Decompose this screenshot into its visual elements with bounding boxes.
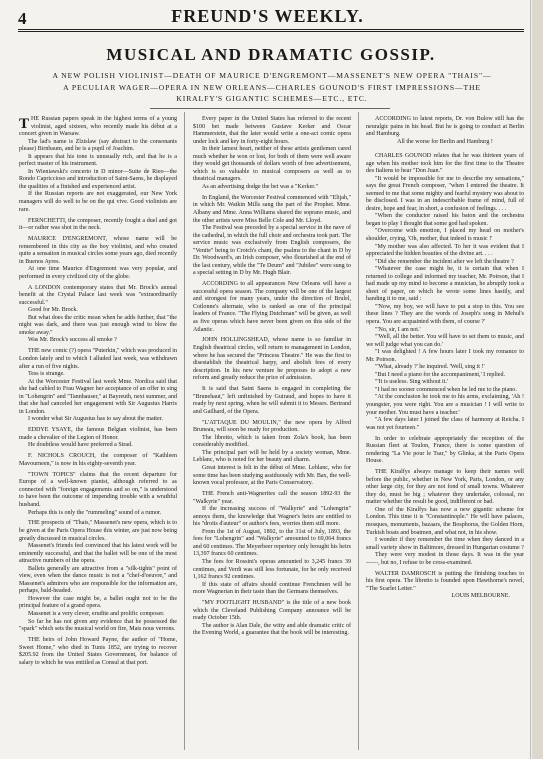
article-paragraph xyxy=(193,281,351,334)
paragraph-text: HE Russian papers speak in the highest terms of a young violinist, aged sixteen, who recently made his début at a concert given in Warsaw. xyxy=(19,116,177,138)
article-paragraph xyxy=(366,364,524,372)
paragraph-text: Massenet's friends feel convinced that his latest work will be eminently successful, and that the ballet will be one of the most attractive numbers of the opera. xyxy=(19,543,177,565)
article-paragraph xyxy=(19,637,177,667)
article-paragraph xyxy=(19,348,177,371)
column-2 xyxy=(193,116,351,638)
article-paragraph xyxy=(19,307,177,315)
article-paragraph xyxy=(366,436,524,466)
paragraph-text: "'What, already ?' he inquired. 'Well, sing it !' xyxy=(375,364,485,371)
article-paragraph xyxy=(366,571,524,594)
column-1 xyxy=(19,116,177,667)
article-paragraph xyxy=(366,139,524,147)
paragraph-text: "At the conclusion he took me to his arms, exclaiming, 'Ah ! youngster, you were right. You are a musician ! I will write to your mother. You must have a teacher.' xyxy=(366,394,524,416)
article-paragraph xyxy=(193,116,351,146)
paragraph-text: "'No, sir, I am not.' xyxy=(375,326,421,333)
article-paragraph xyxy=(193,420,351,435)
article-paragraph xyxy=(366,266,524,304)
paragraph-text: It is said that Saint Saens is engaged in completing the "Brunehaut," left unfinished by Guiraud, and hopes to have it ready by next spring, when he will submit it to Messrs. Bertrand and Gailhard, of the Opera. xyxy=(193,386,351,415)
subhead-line: KIRALFY'S GIGANTIC SCHEMES—ETC., ETC. xyxy=(176,94,368,103)
article-paragraph xyxy=(19,285,177,308)
subhead-line: A PECULIAR WAGER—OPERA IN NEW ORLEANS—CHARLES GOUNOD'S FIRST IMPRESSIONS—THE xyxy=(63,82,481,92)
paragraph-text: "My mother was also affected. To her it was evident that I appreciated the hidden beauties of the divine art. . . . xyxy=(366,243,524,258)
article-paragraph xyxy=(366,153,524,176)
article-paragraph xyxy=(366,304,524,327)
article-paragraph xyxy=(19,337,177,345)
article-paragraph xyxy=(193,225,351,278)
article-paragraph xyxy=(193,529,351,559)
paragraph-text: In order to celebrate appropriately the reception of the Russian fleet at Toulon, France, there is some question of rendering "La Vie pour le Tsar," by Glinka, at the Paris Opera House. xyxy=(366,435,524,465)
paragraph-text: "MY FOOTLIGHT HUSBAND" is the title of a new book which the Cleveland Publishing Company announce will be ready October 15th. xyxy=(193,600,351,622)
adjacent-page-edge xyxy=(532,0,543,759)
article-paragraph xyxy=(366,552,524,567)
drop-cap: T xyxy=(19,116,30,132)
paragraph-text: F. NICHOLS CROUCH, the composer of "Kathleen Mavourneen," is now in his eighty-seventh year. xyxy=(19,453,177,467)
article-paragraph xyxy=(19,520,177,543)
paragraph-text: Good for Mr. Brock. xyxy=(28,307,78,314)
paragraph-text: ACCORDING to latest reports, Dr. von Bulow still has the neuralgic pains in his head. But he is going to conduct at Berlin and Hamburg. xyxy=(366,116,524,138)
paragraph-text: "I had no sooner commenced when he led me to the piano. xyxy=(375,386,517,393)
paragraph-text: If the Russian reports are not exaggerated, our New York managers will do well to be on the qui vive. Good violinists are rare. xyxy=(19,191,177,213)
article-subhead xyxy=(22,70,522,105)
article-paragraph xyxy=(366,387,524,395)
paragraph-text: "When the conductor raised his baton and the orchestra began to play I thought that some god had spoken. xyxy=(366,213,524,227)
paragraph-text: The principal part will be held by a society woman, Mme. Leblanc, who is noted for her beauty and charm. xyxy=(193,449,351,464)
masthead-rule-double xyxy=(18,31,524,32)
article-paragraph xyxy=(19,379,177,417)
article-paragraph xyxy=(193,506,351,529)
article-paragraph xyxy=(19,315,177,338)
article-paragraph xyxy=(19,169,177,192)
paragraph-text: ACCORDING to all appearances New Orleans will have a successful opera season. The company will be one of the largest and strongest for many years, under the direction of Brulel, Cotlonne's alternate, who is ranked as one of the principal leaders of France. "The Flying Dutchman" will be given, as well as five operas which have never been given on this side of the Atlantic. xyxy=(193,281,351,333)
paragraph-text: "A few days later I joined the class of harmony at Reicha. I was not yet fourteen." xyxy=(366,417,524,431)
article-paragraph xyxy=(366,334,524,349)
article-paragraph xyxy=(193,146,351,184)
article-paragraph xyxy=(19,619,177,634)
paragraph-text: "'It is useless. Sing without it.' xyxy=(375,379,449,386)
paragraph-text: If the increasing success of "Walkyrie" and "Lohengrin" annoys them, the knowledge that Wagner's heirs are entitled to his "droits d'auteur" or author's fees, worries them still more. xyxy=(193,506,351,528)
paragraph-text: CHARLES GOUNOD relates that he was thirteen years of age when his mother took him for the first time to the Theatre des Italiens to hear "Don Juan." xyxy=(366,152,524,175)
column-3 xyxy=(366,116,524,601)
article-paragraph xyxy=(19,596,177,611)
paragraph-text: "Overcome with emotion, I placed my head on mother's shoulder, crying, 'Oh, mother, that indeed is music !' xyxy=(366,228,524,242)
article-paragraph xyxy=(193,435,351,450)
paragraph-text: THE French anti-Wagnerites call the season 1892-93 the "Walkyrie" year. xyxy=(193,491,351,505)
article-paragraph xyxy=(366,469,524,507)
article-paragraph xyxy=(193,559,351,582)
article-paragraph xyxy=(366,537,524,552)
paragraph-text: THE prospects of "Thais," Massenet's new opera, which is to be given at the Paris Opera House this winter, are just now being greatly discussed in musical circles. xyxy=(19,520,177,542)
subhead-line: A NEW POLISH VIOLINIST—DEATH OF MAURICE D'ENGREMONT—MASSENET'S NEW OPERA "THAIS"— xyxy=(52,71,492,80)
paragraph-text: THE heirs of John Howard Payne, the author of "Home, Sweet Home," who died in Tunis 1852, are trying to recover $205.92 from the United States Government, for balance of salary to which he was entitled as Consul at that port. xyxy=(19,637,177,666)
paragraph-text: Ballets generally are attractive from a "silk-tights" point of view, even when the dance music is not a "chef-d'oeuvre," and Massenet's admirers who are responsible for the information are, perhaps, bald-headed. xyxy=(19,565,177,595)
article-paragraph xyxy=(193,450,351,465)
article-paragraph xyxy=(193,623,351,638)
paragraph-text: "'Now, my boy, we will have to put a stop to this. You see these lines ? They are the words of Joseph's song in Mehul's opera. You are acquainted with them, of course ?' xyxy=(366,303,524,325)
article-paragraph xyxy=(193,195,351,225)
paragraph-text: I wonder what Sir Augustus has to say about the matter. xyxy=(28,416,163,423)
paragraph-text: "Whatever the case might be, it is certain that when I returned to college and informed my teacher, Mr. Poirson, that I had made up my mind to become a musician, he abruptly took a sheet of paper, on which he wrote some lines hastily, and handing it to me, said : xyxy=(366,266,524,303)
article-paragraph xyxy=(193,582,351,597)
paragraph-text: "L'ATTAQUE DU MOULIN," the new opera by Alfred Bruneau, will soon be ready for production. xyxy=(193,419,351,434)
paragraph-text: In Wieniawski's concerto in D minor—Suite de Rieo—the Rondo Capriccioso and introduction of Saint-Saens, he displayed the qualities of a finished and experienced artist. xyxy=(19,168,177,190)
paragraph-text: The lad's name is Zlzislaw (say abstract to the consonants please) Birnbaum, and he is a pupil of Joachim. xyxy=(19,138,177,153)
article-paragraph xyxy=(366,176,524,214)
paragraph-text: FERNCHETTI, the composer, recently fought a duel and got it—or rather was shot in the neck. xyxy=(19,217,177,232)
paragraph-text: MAURICE D'ENGREMONT, whose name will be remembered in this city as the boy violinist, and who created quite a sensation in musical circles some years ago, died recently in Buenos Ayres. xyxy=(19,235,177,265)
article-paragraph xyxy=(19,139,177,154)
masthead-rule xyxy=(18,29,524,30)
paragraph-text: LOUIS MELBOURNE. xyxy=(451,593,510,600)
article-paragraph xyxy=(366,593,510,601)
paragraph-text: One of the Kiralfys has now a new gigantic scheme for London. This time it is "Constantinople." He will have palaces, mosques, monuments, bazaars, the Bosphorus, the Golden Horn, Turkish boats and boatmen, and what not, in his show. xyxy=(366,506,524,536)
article-paragraph xyxy=(366,116,524,139)
article-headline: MUSICAL AND DRAMATIC GOSSIP. xyxy=(106,45,436,64)
paragraph-text: "But I need a piano for the accompaniment,' I replied. xyxy=(375,371,505,378)
paragraph-text: THE new comic (?) opera "Puterkin," which was produced in London lately and to which I alluded last week, was withdrawn after a run of five nights. xyxy=(19,348,177,370)
paragraph-text: He doubtless would have preferred a Strad. xyxy=(28,442,133,449)
paragraph-text: The author is Alan Dale, the witty and able dramatic critic of the Evening World, a guarantee that the book will be interesting. xyxy=(193,622,351,637)
article-paragraph xyxy=(193,600,351,623)
article-paragraph xyxy=(366,394,524,417)
article-paragraph xyxy=(193,386,351,416)
paragraph-text: From the 1st of August, 1892, to the 31st of July, 1893, the fees for "Lohengrin" and "Walkyrie" amounted to 69,064 francs and 60 centimes. The Meyerbeer repertory only brought his heirs 13,397 francs 60 centimes. xyxy=(193,528,351,558)
article-paragraph xyxy=(19,472,177,510)
article-paragraph xyxy=(366,372,524,380)
page-number: 4 xyxy=(18,9,27,28)
article-paragraph xyxy=(19,427,177,442)
article-paragraph xyxy=(366,349,524,364)
article-paragraph xyxy=(19,453,177,468)
paragraph-text: "I was delighted ! A few hours later I took my romance to Mr. Poirson. xyxy=(366,349,524,363)
paragraph-text: The Festival was preceded by a special service in the nave of the cathedral, in which the full choir and orchestra took part. The service music was exclusively from English composers, the "Venite" being to Crotch's chant, the psalms to the chant in D by Dr. Woodward's, an Irish composer, who flourished at the end of the last century, while the "Te Deum" and "Jubilee" were sung to a special setting in D by Mr. Hugh Blair. xyxy=(193,225,351,277)
binding-edge xyxy=(530,0,531,759)
article-paragraph xyxy=(19,236,177,266)
article-paragraph xyxy=(19,218,177,233)
paragraph-text: If this state of affairs should continue Frenchmen will be more Wagnerian in their taste than the Germans themselves. xyxy=(193,581,351,596)
article-paragraph xyxy=(193,465,351,488)
paragraph-text: At one time Maurice d'Engremont was very popular, and performed in every civilized city of the globe. xyxy=(19,266,177,280)
subhead-rule xyxy=(150,108,390,109)
paragraph-text: Massenet is a very clever, erudite and prolific composer. xyxy=(28,611,165,618)
column-divider xyxy=(358,112,359,750)
paragraph-text: Was Mr. Brock's success all smoke ? xyxy=(28,337,117,344)
paragraph-text: The fees for Rossini's operas amounted to 3,245 francs 39 centimes, and Verdi was still less fortunate, for he only received 1,162 francs 92 centimes. xyxy=(193,558,351,581)
paragraph-text: It appears that his tone is unusually rich, and that he is a perfect master of his instrument. xyxy=(19,153,177,168)
paragraph-text: Perhaps this is only the "rummeling" sound of a rumor. xyxy=(28,509,162,516)
column-divider xyxy=(184,112,185,750)
article-paragraph xyxy=(366,507,524,537)
paragraph-text: "TOWN TOPICS" claims that the recent departure for Europe of a well-known pianist, although referred to as connected with "foreign engagements and so on," is understood to have been the outcome of impending trouble with a wrathful husband. xyxy=(19,471,177,508)
article-paragraph xyxy=(366,228,524,243)
paragraph-text: "Did she remember the incident after we left the theatre ? xyxy=(375,258,514,265)
paragraph-text: THE Kiralfys always manage to keep their names well before the public, whether in New York, Paris, London, or any other large city, for they are not fond of small towns. Whatever they do, must be big ; whatever they undertake, colossal, no matter whether the result be good, indifferent or bad. xyxy=(366,469,524,506)
article-paragraph xyxy=(19,371,177,379)
article-paragraph xyxy=(19,611,177,619)
paragraph-text: However the case might be, a ballet ought not to be the principal feature of a grand opera. xyxy=(19,595,177,610)
paragraph-text: JOHN HOLLINGSHEAD, whose name is so familiar in English theatrical circles, will return to management in London, where he has secured the "Princess Theatre." He was the first to disestablish the theatrical harpy, and abolish fees of every description. In his new venture he proposes to adopt a new reform and greatly reduce the price of admission. xyxy=(193,337,351,382)
paragraph-text: They were very modest in those days. It was in the year ——, but no, I refuse to be cross-examined. xyxy=(366,552,524,566)
paragraph-text: Great interest is felt in the début of Mme. Leblanc, who for some time has been studying assiduously with Mr. Bax, the well-known vocal professor, at the Paris Conservatory. xyxy=(193,465,351,487)
article-paragraph xyxy=(19,442,177,450)
article-paragraph xyxy=(19,154,177,169)
paragraph-text: But what does the critic mean when he adds further, that "the night was dark, and there was just enough wind to blow the smoke away." xyxy=(19,314,177,336)
article-paragraph xyxy=(366,327,524,335)
paragraph-text: As an advertising dodge the bet was a "Kerker." xyxy=(202,183,318,190)
article-paragraph xyxy=(193,184,351,192)
article-paragraph xyxy=(19,191,177,214)
article-paragraph xyxy=(366,379,524,387)
paragraph-text: In England, the Worcester Festival commenced with "Elijah," in which Mr. Watkin Mills sang the part of the Prophet. Mme. Albany and Mme. Anna Williams shared the soprano music, and the other artists were Miss Belle Cole and Mr. Lloyd. xyxy=(193,194,351,224)
paragraph-text: I wonder if they remember the time when they danced in a small variety show in Baltimore, dressed in Hungarian costume ? xyxy=(366,537,524,551)
article-paragraph xyxy=(19,416,177,424)
article-paragraph xyxy=(19,116,177,139)
article-paragraph xyxy=(366,244,524,259)
paragraph-text: Every paper in the United States has referred to the recent $100 bet made between Gustave Kerker and Oscar Hammerstein, that the later would write a one-act comic opera under lock and key in forty-eight hours. xyxy=(193,116,351,145)
article-paragraph xyxy=(366,259,524,267)
article-paragraph xyxy=(19,266,177,281)
article-paragraph xyxy=(19,566,177,596)
paragraph-text: A LONDON contemporary states that Mr. Brock's annual benefit at the Crystal Palace last week was "extraordinarily successful." xyxy=(19,284,177,306)
paragraph-text: WALTER DAMROSCH is putting the finishing touches to his first opera. The libretto is founded upon Hawthorne's novel, "The Scarlet Letter." xyxy=(366,570,524,592)
article-paragraph xyxy=(19,510,177,518)
article-paragraph xyxy=(366,213,524,228)
paragraph-text: The libretto, which is taken from Zola's book, has been considerably modified. xyxy=(193,434,351,449)
paragraph-text: All the worse for Berlin and Hamburg ! xyxy=(397,138,493,145)
paragraph-text: At the Worcester Festival last week Mme. Nordica said that she had cabled to Frau Wagner her acceptance of an offer to sing in "Lohengrin" and "Tannhauser," at Bayreuth, next summer, and that she had canceled her engagement with Sir Augustus Harris in London. xyxy=(19,378,177,415)
paragraph-text: "It would be impossible for me to describe my sensations," says the great French composer, "when I entered the theatre. It seemed to me that some mighty and fearful mystery was about to be disclosed. I was in an indescribable frame of mind, full of desire, hope and fear, in short, a confusion of feelings. . . . xyxy=(366,175,524,212)
masthead: FREUND'S WEEKLY. xyxy=(171,6,364,26)
article-paragraph xyxy=(193,337,351,382)
article-paragraph xyxy=(193,491,351,506)
article-paragraph xyxy=(19,543,177,566)
article-paragraph xyxy=(366,417,524,432)
paragraph-text: In their lamest heart, neither of these artists gentlemen cared much whether he won or lost, for both of them were well aware they would get thousands of dollars worth of free advertisement, which is so valuable to musical composers as well as to theatrical managers. xyxy=(193,146,351,183)
paragraph-text: EDDYE YSAYE, the famous Belgian violinist, has been made a chevalier of the Legion of Honor. xyxy=(19,427,177,441)
paragraph-text: So far he has not given any evidence that he possessed the "spark" which sets the musical world on fire, Mais nous verrons. xyxy=(19,618,177,633)
paragraph-text: "'Well, all the better. You will have to set them to music, and we will judge what you can do.' xyxy=(366,334,524,348)
paragraph-text: Tess is strange. xyxy=(28,371,65,378)
